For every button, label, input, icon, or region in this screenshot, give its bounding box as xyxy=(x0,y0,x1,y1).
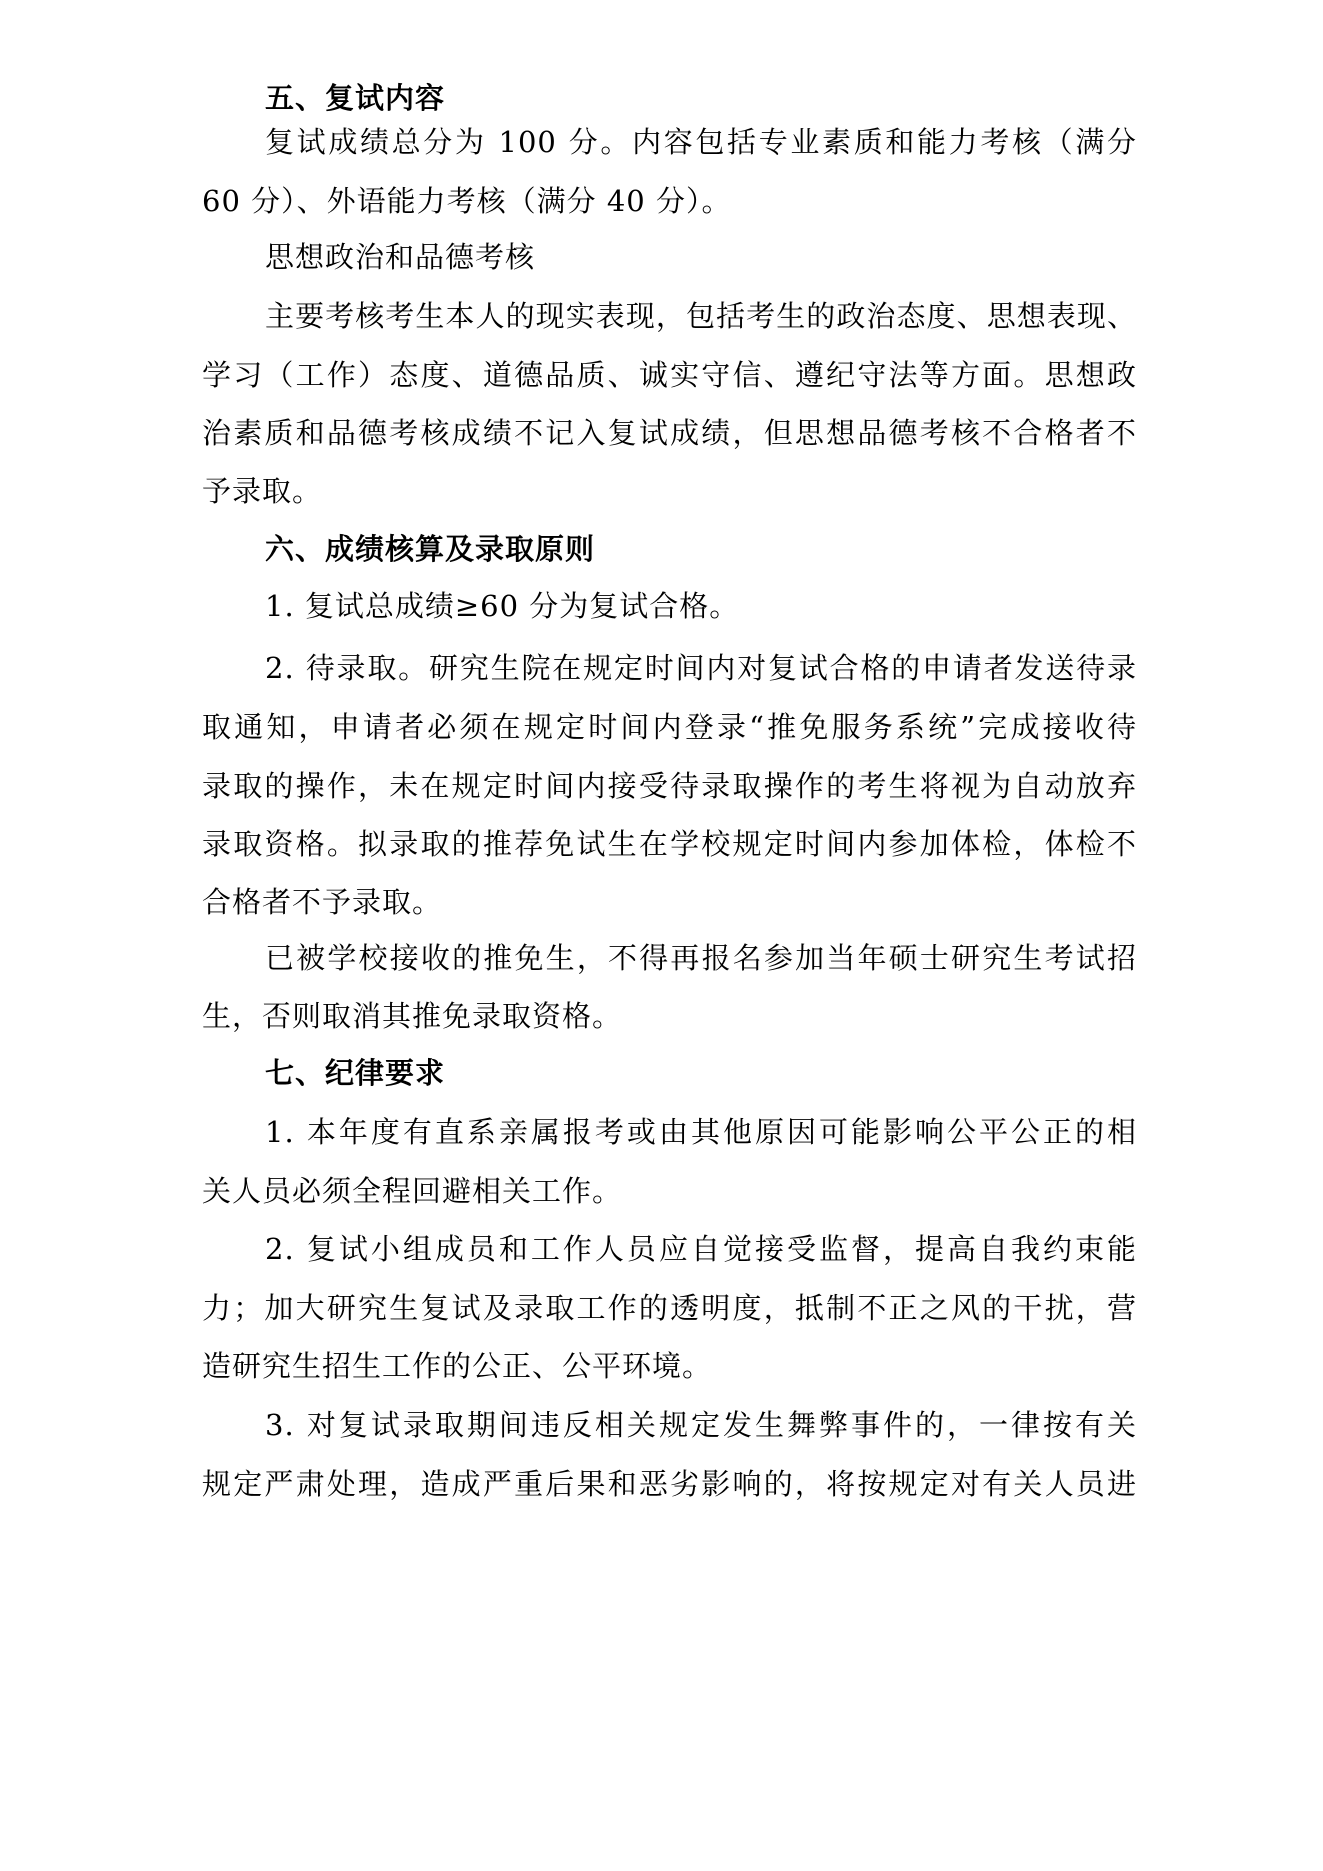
paragraph-line: 学习（工作）态度、道德品质、诚实守信、遵纪守法等方面。思想政 xyxy=(202,358,1137,392)
section-heading-discipline: 七、纪律要求 xyxy=(265,1056,446,1090)
subheading-ideology-ethics: 思想政治和品德考核 xyxy=(265,240,536,274)
paragraph-line: 力；加大研究生复试及录取工作的透明度，抵制不正之风的干扰，营 xyxy=(202,1291,1137,1325)
paragraph-line: 合格者不予录取。 xyxy=(202,885,443,919)
list-item: 1. 复试总成绩≥60 分为复试合格。 xyxy=(265,589,740,623)
paragraph-line: 规定严肃处理，造成严重后果和恶劣影响的，将按规定对有关人员进 xyxy=(202,1467,1137,1501)
paragraph-line: 治素质和品德考核成绩不记入复试成绩，但思想品德考核不合格者不 xyxy=(202,416,1137,450)
paragraph-line: 主要考核考生本人的现实表现，包括考生的政治态度、思想表现、 xyxy=(265,299,1137,333)
paragraph-line: 录取资格。拟录取的推荐免试生在学校规定时间内参加体检，体检不 xyxy=(202,827,1137,861)
list-item: 2. 复试小组成员和工作人员应自觉接受监督，提高自我约束能 xyxy=(265,1232,1137,1266)
list-item: 1. 本年度有直系亲属报考或由其他原因可能影响公平公正的相 xyxy=(265,1115,1137,1149)
list-item: 3. 对复试录取期间违反相关规定发生舞弊事件的，一律按有关 xyxy=(265,1408,1137,1442)
paragraph-line: 已被学校接收的推免生，不得再报名参加当年硕士研究生考试招 xyxy=(265,941,1137,975)
section-heading-scoring-admission: 六、成绩核算及录取原则 xyxy=(265,532,596,566)
paragraph-line: 造研究生招生工作的公正、公平环境。 xyxy=(202,1349,713,1383)
paragraph-line: 60 分）、外语能力考核（满分 40 分）。 xyxy=(202,184,732,218)
paragraph-line: 关人员必须全程回避相关工作。 xyxy=(202,1174,623,1208)
paragraph-line: 生，否则取消其推免录取资格。 xyxy=(202,999,623,1033)
list-item: 2. 待录取。研究生院在规定时间内对复试合格的申请者发送待录 xyxy=(265,651,1137,685)
paragraph-line: 复试成绩总分为 100 分。内容包括专业素质和能力考核（满分 xyxy=(265,125,1137,159)
section-heading-retest-content: 五、复试内容 xyxy=(265,81,446,115)
paragraph-line: 予录取。 xyxy=(202,474,323,508)
paragraph-line: 录取的操作，未在规定时间内接受待录取操作的考生将视为自动放弃 xyxy=(202,769,1137,803)
paragraph-line: 取通知，申请者必须在规定时间内登录“推免服务系统”完成接收待 xyxy=(202,710,1137,744)
